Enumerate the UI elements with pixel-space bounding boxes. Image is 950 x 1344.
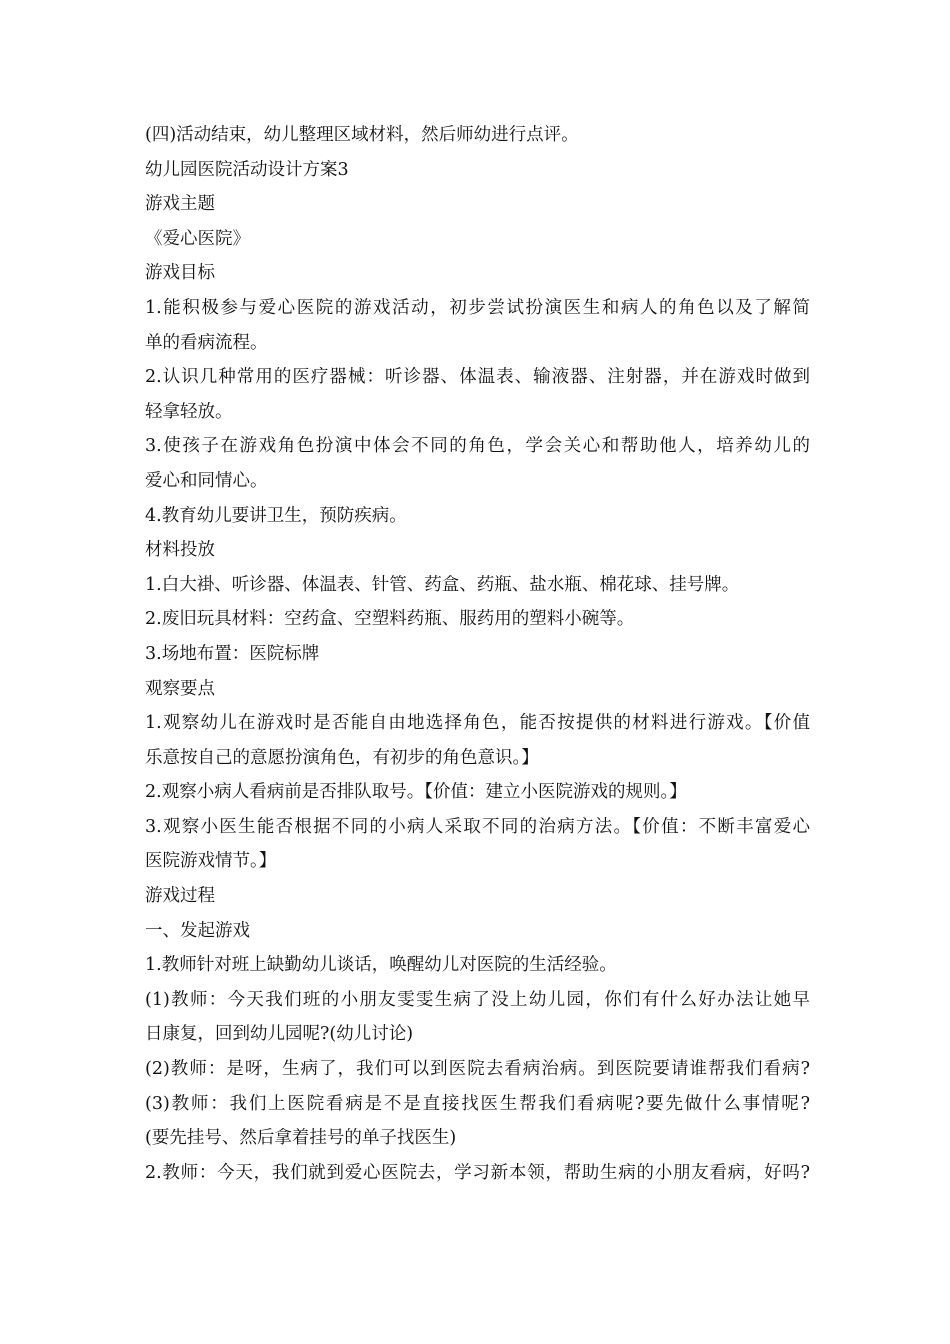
text-line: 日康复，回到幼儿园呢?(幼儿讨论) xyxy=(145,1024,414,1045)
text-line: (2)教师：是呀，生病了，我们可以到医院去看病治病。到医院要请谁帮我们看病? xyxy=(145,1059,810,1080)
text-line: 2.认识几种常用的医疗器械：听诊器、体温表、输液器、注射器，并在游戏时做到 xyxy=(145,367,810,388)
text-line: 游戏目标 xyxy=(145,263,215,284)
text-line: 1.能积极参与爱心医院的游戏活动，初步尝试扮演医生和病人的角色以及了解简 xyxy=(145,297,810,318)
text-line: 3.观察小医生能否根据不同的小病人采取不同的治病方法。【价值：不断丰富爱心 xyxy=(145,816,810,837)
text-line: 2.废旧玩具材料：空药盒、空塑料药瓶、服药用的塑料小碗等。 xyxy=(145,609,635,630)
text-line: 乐意按自己的意愿扮演角色，有初步的角色意识。】 xyxy=(145,747,539,768)
text-line: 游戏过程 xyxy=(145,886,215,907)
text-line: 幼儿园医院活动设计方案3 xyxy=(145,159,349,180)
text-line: (3)教师：我们上医院看病是不是直接找医生帮我们看病呢?要先做什么事情呢? xyxy=(145,1093,810,1114)
text-line: 游戏主题 xyxy=(145,194,215,215)
text-line: 1.白大褂、听诊器、体温表、针管、药盒、药瓶、盐水瓶、棉花球、挂号牌。 xyxy=(145,574,740,595)
text-line: 2.教师：今天，我们就到爱心医院去，学习新本领，帮助生病的小朋友看病，好吗? xyxy=(145,1162,810,1183)
text-line: 4.教育幼儿要讲卫生，预防疾病。 xyxy=(145,505,407,526)
text-line: 《爱心医院》 xyxy=(145,228,250,249)
text-line: 3.使孩子在游戏角色扮演中体会不同的角色，学会关心和帮助他人，培养幼儿的 xyxy=(145,436,810,457)
text-line: (1)教师：今天我们班的小朋友雯雯生病了没上幼儿园，你们有什么好办法让她早 xyxy=(145,989,810,1010)
text-line: 3.场地布置：医院标牌 xyxy=(145,643,320,664)
document-page xyxy=(145,118,810,1190)
text-line: 单的看病流程。 xyxy=(145,332,268,353)
text-line: 2.观察小病人看病前是否排队取号。【价值：建立小医院游戏的规则。】 xyxy=(145,782,687,803)
text-line: 一、发起游戏 xyxy=(145,920,250,941)
text-line: 观察要点 xyxy=(145,678,215,699)
text-line: 医院游戏情节。】 xyxy=(145,851,277,872)
text-line: 1.教师针对班上缺勤幼儿谈话，唤醒幼儿对医院的生活经验。 xyxy=(145,955,617,976)
text-line: 1.观察幼儿在游戏时是否能自由地选择角色，能否按提供的材料进行游戏。【价值 xyxy=(145,713,810,734)
text-line: (四)活动结束，幼儿整理区域材料，然后师幼进行点评。 xyxy=(145,125,579,145)
text-line: 爱心和同情心。 xyxy=(145,470,268,491)
text-line: 轻拿轻放。 xyxy=(145,401,233,422)
text-line: (要先挂号、然后拿着挂号的单子找医生) xyxy=(145,1128,457,1149)
text-line: 材料投放 xyxy=(145,540,215,561)
